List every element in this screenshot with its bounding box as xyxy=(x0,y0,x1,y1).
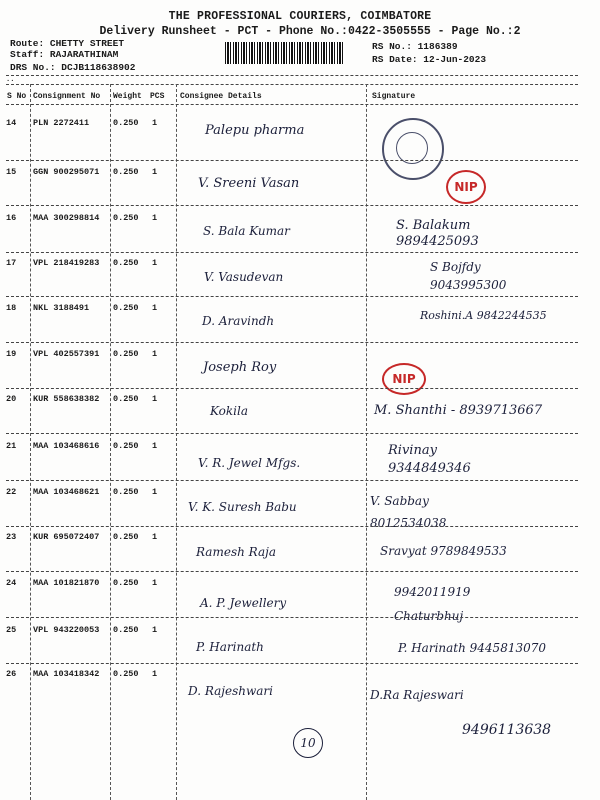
row-divider xyxy=(6,160,578,161)
row-consignee: V. R. Jewel Mfgs. xyxy=(198,456,301,470)
header-sno: S No xyxy=(7,92,27,101)
row-weight: 0.250 xyxy=(113,349,139,359)
row-divider xyxy=(6,205,578,206)
row-pcs: 1 xyxy=(152,349,158,359)
column-line xyxy=(110,84,111,800)
row-consignee: A. P. Jewellery xyxy=(200,596,287,610)
row-consignment: MAA 103468616 xyxy=(33,441,100,451)
row-consignment: PLN 2272411 xyxy=(33,118,90,128)
footer-phone: 9496113638 xyxy=(462,722,552,738)
row-weight: 0.250 xyxy=(113,669,139,679)
row-consignee: Ramesh Raja xyxy=(196,545,276,559)
row-consignee: D. Rajeshwari xyxy=(188,684,273,698)
row-pcs: 1 xyxy=(152,118,158,128)
row-sno: 26 xyxy=(6,669,17,679)
row-signature: V. Sabbay 8012534038 xyxy=(370,494,447,530)
row-consignee: P. Harinath xyxy=(196,640,264,654)
row-pcs: 1 xyxy=(152,625,158,635)
route-label: Route: CHETTY STREET xyxy=(10,38,125,49)
row-pcs: 1 xyxy=(152,303,158,313)
row-consignment: KUR 558638382 xyxy=(33,394,100,404)
row-signature: M. Shanthi - 8939713667 xyxy=(374,403,543,418)
row-pcs: 1 xyxy=(152,258,158,268)
row-signature: Roshini.A 9842244535 xyxy=(420,309,547,322)
row-consignment: NKL 3188491 xyxy=(33,303,90,313)
row-consignment: GGN 900295071 xyxy=(33,167,100,177)
header-signature: Signature xyxy=(372,92,416,101)
row-pcs: 1 xyxy=(152,394,158,404)
header-divider xyxy=(6,75,578,76)
row-pcs: 1 xyxy=(152,487,158,497)
row-weight: 0.250 xyxy=(113,303,139,313)
row-consignee: V. Vasudevan xyxy=(204,270,284,284)
staff-label: Staff: RAJARATHINAM xyxy=(10,49,119,60)
row-signature: 9942011919 Chaturbhuj xyxy=(394,585,471,623)
row-weight: 0.250 xyxy=(113,487,139,497)
header-bottom-divider xyxy=(6,104,578,105)
company-title: THE PROFESSIONAL COURIERS, COIMBATORE xyxy=(168,10,432,23)
row-divider xyxy=(6,526,578,527)
row-weight: 0.250 xyxy=(113,167,139,177)
row-consignment: VPL 402557391 xyxy=(33,349,100,359)
row-sno: 19 xyxy=(6,349,17,359)
dots: .. xyxy=(6,76,15,84)
row-sno: 25 xyxy=(6,625,17,635)
row-consignee: Joseph Roy xyxy=(203,360,277,375)
row-sno: 18 xyxy=(6,303,17,313)
column-line xyxy=(366,84,367,800)
column-line xyxy=(176,84,177,800)
row-sno: 14 xyxy=(6,118,17,128)
row-signature: S. Balakum 9894425093 xyxy=(396,218,479,249)
row-pcs: 1 xyxy=(152,213,158,223)
row-weight: 0.250 xyxy=(113,118,139,128)
row-sno: 23 xyxy=(6,532,17,542)
row-divider xyxy=(6,480,578,481)
row-divider xyxy=(6,252,578,253)
row-consignment: VPL 218419283 xyxy=(33,258,100,268)
row-weight: 0.250 xyxy=(113,441,139,451)
rs-date: RS Date: 12-Jun-2023 xyxy=(372,54,487,65)
row-weight: 0.250 xyxy=(113,532,139,542)
row-divider xyxy=(6,296,578,297)
nip-mark: NIP xyxy=(446,170,486,204)
row-divider xyxy=(6,617,578,618)
row-consignment: MAA 103468621 xyxy=(33,487,100,497)
row-pcs: 1 xyxy=(152,532,158,542)
row-sno: 20 xyxy=(6,394,17,404)
row-pcs: 1 xyxy=(152,578,158,588)
column-line xyxy=(30,84,31,800)
row-signature: P. Harinath 9445813070 xyxy=(397,641,546,655)
row-weight: 0.250 xyxy=(113,258,139,268)
row-pcs: 1 xyxy=(152,669,158,679)
row-consignee: Kokila xyxy=(210,404,248,418)
row-consignee: V. K. Suresh Babu xyxy=(188,500,297,514)
row-pcs: 1 xyxy=(152,167,158,177)
barcode xyxy=(225,42,345,64)
row-consignee: Palepu pharma xyxy=(205,123,305,138)
row-signature: S Bojfdy 9043995300 xyxy=(430,260,507,292)
row-divider xyxy=(6,388,578,389)
row-divider xyxy=(6,571,578,572)
row-weight: 0.250 xyxy=(113,213,139,223)
row-sno: 15 xyxy=(6,167,17,177)
header-weight: Weight xyxy=(113,92,142,101)
table-top-divider xyxy=(6,84,578,85)
row-divider xyxy=(6,663,578,664)
row-signature: Sravyat 9789849533 xyxy=(380,544,507,558)
rs-number: RS No.: 1186389 xyxy=(372,41,458,52)
row-signature: D.Ra Rajeswari xyxy=(370,688,464,702)
row-consignment: KUR 695072407 xyxy=(33,532,100,542)
drs-number: DRS No.: DCJB118638902 xyxy=(10,62,136,73)
row-signature: Rivinay 9344849346 xyxy=(388,443,471,476)
header-consignee: Consignee Details xyxy=(180,92,262,101)
row-consignment: VPL 943220053 xyxy=(33,625,100,635)
header-consignment: Consignment No xyxy=(33,92,101,101)
row-weight: 0.250 xyxy=(113,394,139,404)
row-weight: 0.250 xyxy=(113,578,139,588)
row-consignment: MAA 300298814 xyxy=(33,213,100,223)
row-consignee: S. Bala Kumar xyxy=(203,224,290,238)
row-pcs: 1 xyxy=(152,441,158,451)
row-sno: 16 xyxy=(6,213,17,223)
row-consignment: MAA 101821870 xyxy=(33,578,100,588)
row-sno: 17 xyxy=(6,258,17,268)
page-mark: 10 xyxy=(293,728,323,758)
row-weight: 0.250 xyxy=(113,625,139,635)
nip-mark: NIP xyxy=(382,363,426,395)
row-sno: 24 xyxy=(6,578,17,588)
row-consignment: MAA 103418342 xyxy=(33,669,100,679)
row-consignee: D. Aravindh xyxy=(202,314,275,328)
row-divider xyxy=(6,342,578,343)
row-sno: 22 xyxy=(6,487,17,497)
runsheet-subtitle: Delivery Runsheet - PCT - Phone No.:0422-3505555 - Page No.:2 xyxy=(99,25,521,38)
row-consignee: V. Sreeni Vasan xyxy=(198,176,300,191)
row-divider xyxy=(6,433,578,434)
header-pcs: PCS xyxy=(150,92,165,101)
row-sno: 21 xyxy=(6,441,17,451)
